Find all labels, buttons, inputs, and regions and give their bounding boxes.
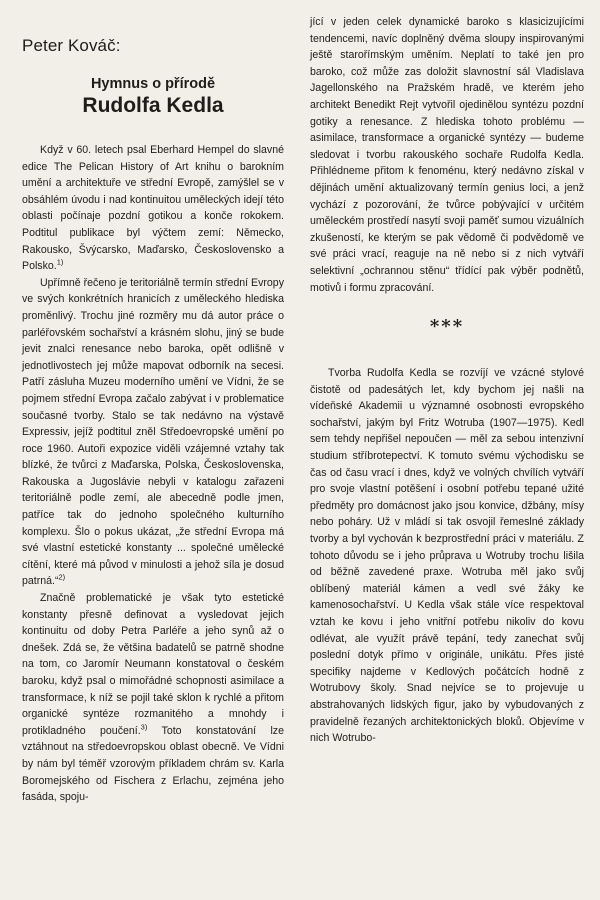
paragraph-3-tail: Toto konstatování lze vztáhnout na středoevropskou oblast obecně. Ve Vídni by nám byl téměř vzorovým příkladem chrám sv. Karla Boromejského od Fischera z Erlachu, zejména jeho fasáda, spoju-	[22, 724, 284, 804]
right-column	[310, 14, 584, 747]
paragraph-4: jící v jeden celek dynamické baroko s klasicizujícími tendencemi, navíc doplněný dvěma sloupy inspirovanými ještě starořímským uměním. Neplatí to také jen pro baroko, což může zas doložit slavnostní sál Vladislava Jagellonského na Pražském hradě, ve kterém jeho architekt Benedikt Rejt vytvořil ojedinělou syntézu pozdní gotiky a renesance. Z hlediska tohoto problému — asimilace, transformace a organické syntézy — budeme sledovat i tvorbu rakouského sochaře Rudolfa Kedla. Přihlédneme přitom k fenoménu, který nedávno získal v dějinách umění aktualizovaný termín genius loci, a jenž vychází z pozorování, že tvůrce pobývající v určitém uměleckém prostředí nasytí svoji paměť sumou vizuálních zkušeností, ke kterým se pak vědomě či podvědomě ve své práci vrací, reaguje na ně nebo si z nich vytváří selektivní „ochrannou stěnu“ třídící pak výběr podnětů, motivů i formu zpracování.	[310, 16, 584, 294]
article-title-line1: Hymnus o přírodě	[90, 76, 216, 92]
paragraph-2	[22, 275, 284, 590]
article-title-line2: Rudolfa Kedla	[82, 94, 224, 117]
section-separator: ***	[429, 316, 465, 338]
paragraph-1-text: Když v 60. letech psal Eberhard Hempel do slavné edice The Pelican History of Art knihu o barokním umění a architektuře ve střední Evropě, zamýšlel se v obsáhlém úvodu i nad kontinuitou uměleckých idejí této oblasti počínaje pozdní gotikou a konče rokokem. Podtitul publikace byl výčtem zemí: Německo, Rakousko, Švýcarsko, Maďarsko, Československo a Polsko.	[22, 144, 284, 273]
author-name: Peter Kováč:	[22, 36, 121, 55]
paragraph-3	[22, 590, 284, 806]
footnote-ref-2: 2)	[58, 572, 66, 582]
left-column	[22, 28, 284, 806]
footnote-ref-1: 1)	[56, 257, 64, 267]
paragraph-2-text: Upřímně řečeno je teritoriálně termín střední Evropy ve svých konkrétních hranicích z uměleckého hlediska proměnlivý. Trochu jiné rozměry mu dá autor práce o parléřovském sochařství a krásném slohu, jiný se bude jevit znalci renesance nebo baroka, opět odlišně v jednotlivostech jej může mapovat odborník na secesi. Patří zásluha Muzeu moderního umění ve Vídni, že se pojmem střední Evropa začalo zabývat i v problematice současné tvorby. Stalo se tak nedávno na výstavě Expressiv, jejíž podtitul zněl Středoevropské umění po roce 1960. Autoři expozice viděli vzájemné vztahy tak blízké, že tvůrci z Maďarska, Polska, Československa, Rakouska a Jugoslávie nebyli v katalogu zařazeni teritoriálně podle zemí, ale abecedně podle jmen, patříce tak do jednoho společného kulturního komplexu. Šlo o pokus ukázat, „že střední Evropa má své vlastní estetické konstanty ... společné umělecké cítění, které má původ v minulosti a jehož síla je dosud patrná.“	[22, 276, 284, 588]
paragraph-3-text: Značně problematické je však tyto estetické konstanty přesně definovat a vysledovat jejich kontinuitu od doby Petra Parléře a jeho synů až o dnešek. Zdá se, že většina badatelů se patrně shodne na tom, co Jaromír Neumann konstatoval o českém baroku, když psal o mimořádné schopnosti asimilace a transformace, k níž se pojil také sklon k rychlé a přitom organické syntéze rozmanitého a mnohdy i protikladného poučení.	[22, 592, 284, 737]
paragraph-5: Tvorba Rudolfa Kedla se rozvíjí ve vzácné stylové čistotě od padesátých let, kdy bychom jej našli na vídeňské Akademii u významné osobnosti evropského sochařství, jakým byl Fritz Wotruba (1907—1975). Kedl sem tehdy nepřišel nepoučen — měl za sebou intenzivní studium stříbrotepectví. K tomuto svému východisku se čas od času vrací i dnes, když ve volných chvílích vytváří pro svoje vlastní potěšení i osobní potřebu tepané užité předměty pro domácnost jako jsou konvice, džbány, mísy nebo poháry. Už v mládí si tak osvojil řemeslné základy tvorby a byl vychován k bezprostřední práci v materiálu. Z tohoto důvodu se i jeho průprava u Wotruby trochu lišila od běžně zavedené praxe. Wotruba měl jako svůj oblíbený materiál kámen a vedl své žáky ke kamenosochařství. U Kedla však stále více respektoval vztah ke kovu i jeho vnitřní potřebu nikoliv do kovu odlévat, ale využít právě tepání, tedy zanechat svůj poslední dotyk přímo v originále, unikátu. Přes jisté specifiky najdeme v Kedlových počátcích hodně z Wotrubovy školy. Snad nejvíce se to projevuje u abstrahovaných lidských figur, jako by vybudovaných z pravidelně řezaných architektonických bloků. Objevíme v nich Wotrubo-	[310, 367, 584, 745]
paragraph-1	[22, 142, 284, 275]
footnote-ref-3: 3)	[140, 722, 148, 732]
